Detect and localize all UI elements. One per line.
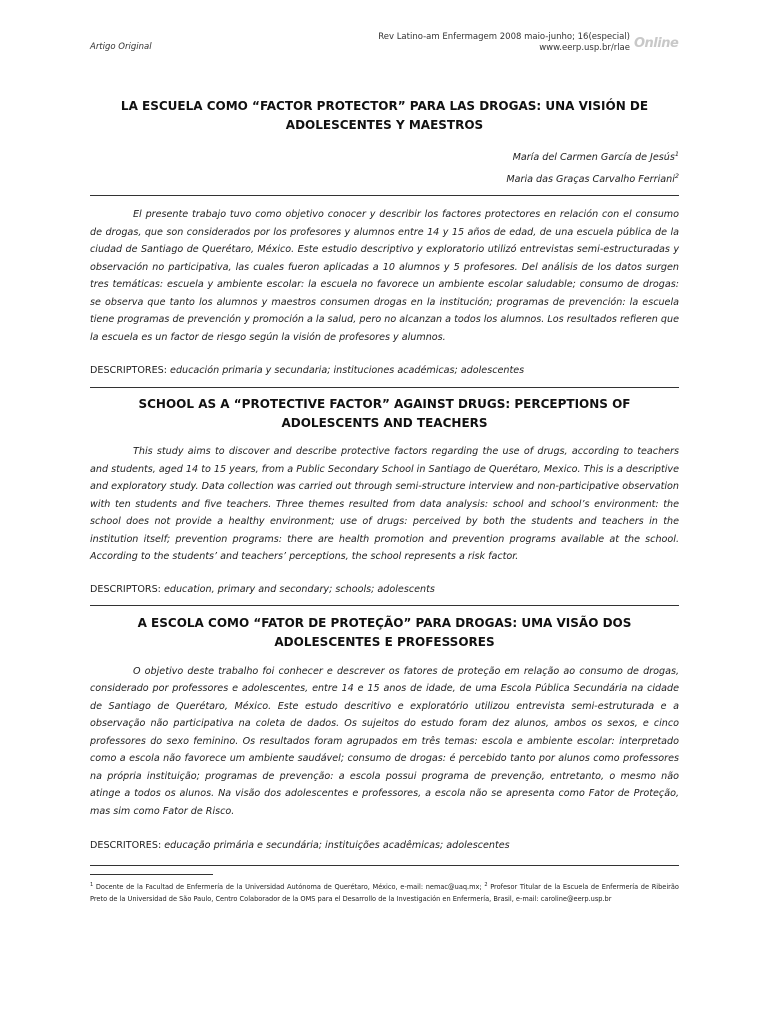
- journal-citation: Rev Latino-am Enfermagem 2008 maio-junho; 16(especial): [378, 32, 630, 42]
- section-label: Artigo Original: [90, 42, 152, 52]
- article: [90, 97, 679, 905]
- author-2: Maria das Graças Carvalho Ferriani$^2$: [506, 172, 679, 186]
- running-header: [378, 32, 630, 54]
- divider: [90, 605, 679, 606]
- author-list: [90, 145, 679, 189]
- journal-url: www.eerp.usp.br/rlae: [539, 43, 630, 53]
- title-spanish: LA ESCUELA COMO “FACTOR PROTECTOR” PARA LAS DROGAS: UNA VISIÓN DE ADOLESCENTES Y MAESTROS: [120, 99, 649, 132]
- abstract-spanish: El presente trabajo tuvo como objetivo conocer y describir los factores protectores en relación con el consumo de drogas, que son considerados por los profesores y alumnos entre 14 y 15 años de edad, de una escuela pública de la ciudad de Santiago de Querétaro, México. Este estudio descriptivo y exploratorio utilizó entrevistas semi-estructuradas y observación no participativa, las cuales fueron aplicadas a 10 alumnos y 5 profesores. Del análisis de los datos surgen tres temáticas: escuela y ambiente escolar: la escuela no favorece un ambiente escolar saludable; consumo de drogas: se observa que tanto los alumnos y maestros consumen drogas en la institución; programas de prevención: la escuela tiene programas de prevención y promoción a la salud, pero no alcanzan a todos los alumnos. Los resultados refieren que la escuela es un factor de riesgo según la visión de profesores y alumnos.: [90, 209, 679, 343]
- footnote-rule: [90, 874, 213, 875]
- descriptors-portuguese: DESCRITORES: educação primária e secundária; instituições acadêmicas; adolescentes: [90, 840, 510, 852]
- descriptors-english: DESCRIPTORS: education, primary and secondary; schools; adolescents: [90, 583, 435, 595]
- abstract-portuguese: O objetivo deste trabalho foi conhecer e descrever os fatores de proteção em relação ao consumo de drogas, considerado por professores e adolescentes, entre 14 e 15 anos de idade, de uma Escola Pública Secundária na cidade de Santiago de Querétaro, México. Este estudo descritivo e exploratório utilizou entrevista semi-estruturada e a observação não participativa na coleta de dados. Os sujeitos do estudo foram dez alunos, ambos os sexos, e cinco professores do sexo feminino. Os resultados foram agrupados em três temas: escola e ambiente escolar: interpretado como a escola não favorece um ambiente saudável; consumo de drogas: é percebido tanto por alunos como professores na própria instituição; programas de prevenção: a escola possui programa de prevenção, entretanto, o mesmo não atinge a todos os alunos. Na visão dos adolescentes e professores, a escola não se apresenta como Fator de Proteção, mas sim como Fator de Risco.: [90, 665, 679, 817]
- divider: [90, 865, 679, 866]
- author-1-mark: 1: [674, 150, 679, 158]
- divider: [90, 387, 679, 388]
- abstract-english: This study aims to discover and describe protective factors regarding the use of drugs, according to teachers and students, aged 14 to 15 years, from a Public Secondary School in Santiago de Querétaro, Mexico. This is a descriptive and exploratory study. Data collection was carried out through semi-structure interview and non-participative observation with ten students and five teachers. Three themes resulted from data analysis: school and school’s environment: the school does not provide a healthy environment; use of drugs: perceived by both the students and teachers in the institution itself; prevention programs: there are health promotion and prevention programs available at the school. According to the students’ and teachers’ perceptions, the school represents a risk factor.: [90, 446, 679, 563]
- author-1: María del Carmen García de Jesús$^1$: [512, 150, 679, 164]
- author-2-mark: 2: [674, 172, 679, 181]
- title-portuguese: A ESCOLA COMO “FATOR DE PROTEÇÃO” PARA DROGAS: UMA VISÃO DOS ADOLESCENTES E PROFESSORES: [137, 615, 632, 649]
- divider: [90, 195, 679, 196]
- descriptors-spanish: DESCRIPTORES: educación primaria y secundaria; instituciones académicas; adolescentes: [90, 365, 525, 377]
- title-english: SCHOOL AS A “PROTECTIVE FACTOR” AGAINST DRUGS: PERCEPTIONS OF ADOLESCENTS AND TEACHERS: [138, 397, 631, 431]
- footnote: $^1$ Docente de la Facultad de Enfermería de la Universidad Autónoma de Querétaro, México, e-mail: nemac@uaq.mx; $^2$ Profesor Titular de la Escuela de Enfermería de Ribeirão Preto de la Universidad de São Paulo, Centro Colaborador de la OMS para el Desarrollo de la Investigación en Enfermería, Brasil, e-mail: caroline@eerp.usp.br: [90, 882, 679, 903]
- online-logo: Online: [634, 36, 679, 51]
